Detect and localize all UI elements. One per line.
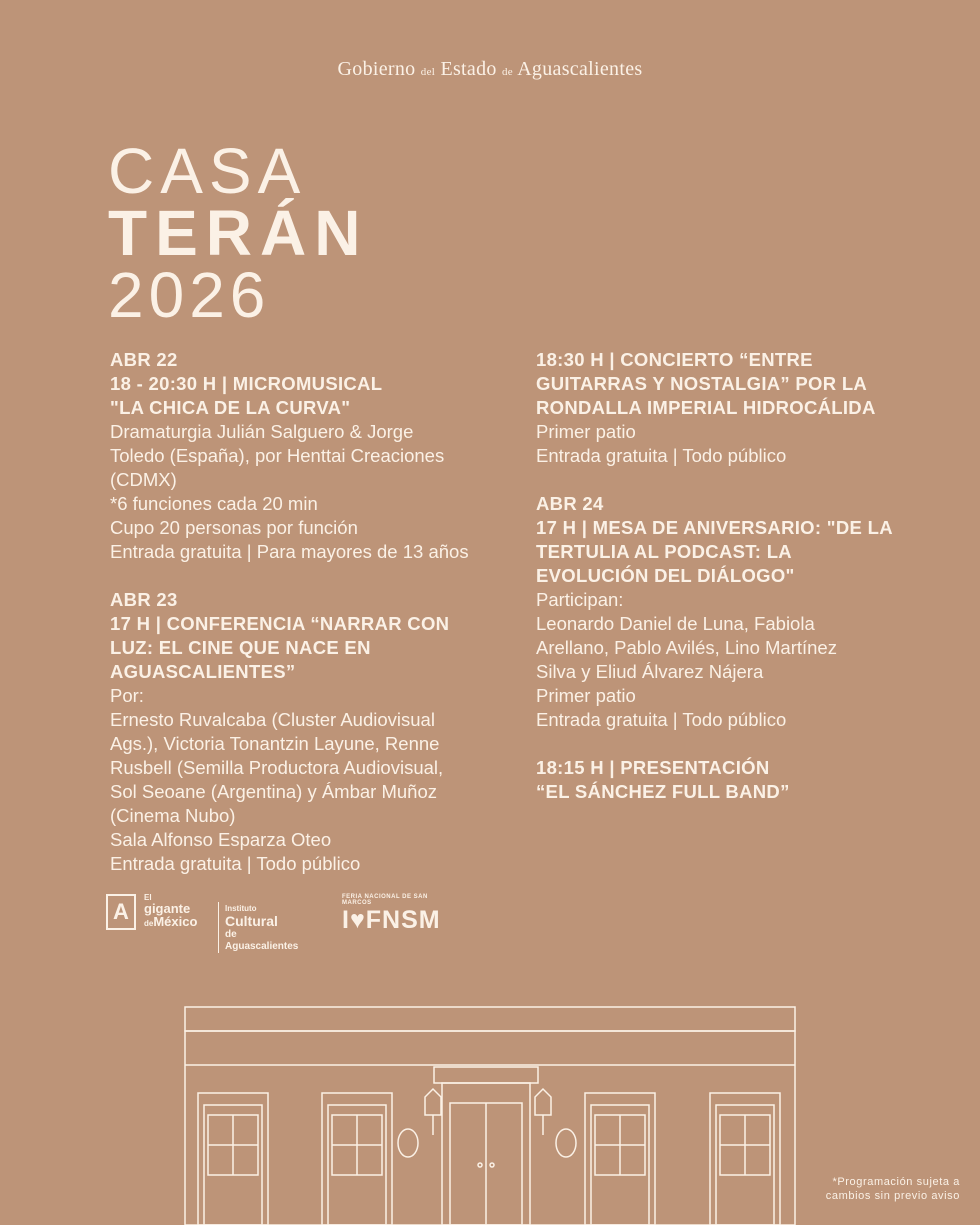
government-header xyxy=(0,58,980,81)
event-heading-line: 18:30 H | CONCIERTO “ENTRE xyxy=(536,349,813,370)
spacer xyxy=(536,468,956,492)
title-line-teran: TERÁN xyxy=(108,197,369,269)
event-detail-line: Rusbell (Semilla Productora Audiovisual, xyxy=(110,757,444,778)
event-detail-line: Toledo (España), por Henttai Creaciones xyxy=(110,445,445,466)
event-detail-line: Leonardo Daniel de Luna, Fabiola xyxy=(536,613,815,634)
instituto-cultural-logo xyxy=(218,902,298,953)
event-detail-line: (CDMX) xyxy=(110,469,177,490)
event-heading-line: 17 H | CONFERENCIA “NARRAR CON xyxy=(110,613,450,634)
event-detail-line: (Cinema Nubo) xyxy=(110,805,236,826)
event-heading-line: 18:15 H | PRESENTACIÓN xyxy=(536,757,770,778)
gigante-line: gigante xyxy=(144,901,191,916)
ica-line: de Aguascalientes xyxy=(225,929,299,952)
event-detail-line: Ags.), Victoria Tonantzin Layune, Renne xyxy=(110,733,440,754)
event-heading-line: “EL SÁNCHEZ FULL BAND” xyxy=(536,781,790,802)
event-heading-line: GUITARRAS Y NOSTALGIA” POR LA xyxy=(536,373,868,394)
event-detail-line: Primer patio xyxy=(536,685,636,706)
gigante-mark-icon: A xyxy=(106,894,136,930)
header-part: Aguascalientes xyxy=(517,58,643,80)
fnsm-small-text: FERIA NACIONAL DE SAN MARCOS xyxy=(342,894,428,906)
ica-line: Instituto xyxy=(225,904,257,913)
schedule-left-column xyxy=(110,348,530,876)
event-heading-line: ABR 22 xyxy=(110,349,178,370)
spacer xyxy=(110,564,530,588)
event-detail-line: Ernesto Ruvalcaba (Cluster Audiovisual xyxy=(110,709,435,730)
event-detail-line: Primer patio xyxy=(536,421,636,442)
event-title xyxy=(108,135,369,331)
event-heading-line: RONDALLA IMPERIAL HIDROCÁLIDA xyxy=(536,397,876,418)
event-detail-line: Entrada gratuita | Todo público xyxy=(536,709,787,730)
ica-line: Cultural xyxy=(225,913,278,929)
event-detail-line: Por: xyxy=(110,685,144,706)
event-detail-line: *6 funciones cada 20 min xyxy=(110,493,318,514)
event-heading-line: EVOLUCIÓN DEL DIÁLOGO" xyxy=(536,565,795,586)
schedule-right-column xyxy=(536,348,956,804)
note-line: *Programación sujeta a xyxy=(832,1176,960,1188)
event-detail-line: Sol Seoane (Argentina) y Ámbar Muñoz xyxy=(110,781,438,802)
event-detail-line: Cupo 20 personas por función xyxy=(110,517,358,538)
gigante-line: México xyxy=(153,914,198,929)
spacer xyxy=(536,732,956,756)
event-detail-line: Sala Alfonso Esparza Oteo xyxy=(110,829,332,850)
casa-teran-facade-illustration xyxy=(180,1005,800,1225)
event-detail-line: Silva y Eliud Álvarez Nájera xyxy=(536,661,764,682)
event-heading-line: ABR 23 xyxy=(110,589,178,610)
event-heading-line: AGUASCALIENTES” xyxy=(110,661,296,682)
event-detail-line: Dramaturgia Julián Salguero & Jorge xyxy=(110,421,414,442)
fnsm-big-text: I♥FNSM xyxy=(342,906,441,934)
gigante-text xyxy=(144,894,197,930)
gigante-line: El xyxy=(144,893,152,902)
event-heading-line: ABR 24 xyxy=(536,493,604,514)
fnsm-logo xyxy=(342,894,441,934)
header-part: Gobierno xyxy=(337,58,416,80)
event-detail-line: Entrada gratuita | Para mayores de 13 años xyxy=(110,541,469,562)
event-heading-line: 17 H | MESA DE ANIVERSARIO: "DE LA xyxy=(536,517,893,538)
header-part: de xyxy=(502,66,513,78)
title-line-casa: CASA xyxy=(108,135,307,207)
event-heading-line: TERTULIA AL PODCAST: LA xyxy=(536,541,792,562)
event-heading-line: 18 - 20:30 H | MICROMUSICAL xyxy=(110,373,383,394)
schedule-disclaimer xyxy=(800,1175,960,1203)
event-heading-line: LUZ: EL CINE QUE NACE EN xyxy=(110,637,371,658)
header-part: del xyxy=(420,66,436,78)
gigante-line: de xyxy=(144,919,154,928)
gigante-de-mexico-logo xyxy=(106,894,197,930)
event-detail-line: Arellano, Pablo Avilés, Lino Martínez xyxy=(536,637,837,658)
event-detail-line: Participan: xyxy=(536,589,624,610)
title-line-year: 2026 xyxy=(108,259,271,331)
header-part: Estado xyxy=(440,58,497,80)
event-detail-line: Entrada gratuita | Todo público xyxy=(536,445,787,466)
event-heading-line: "LA CHICA DE LA CURVA" xyxy=(110,397,351,418)
event-detail-line: Entrada gratuita | Todo público xyxy=(110,853,361,874)
note-line: cambios sin previo aviso xyxy=(825,1190,960,1202)
